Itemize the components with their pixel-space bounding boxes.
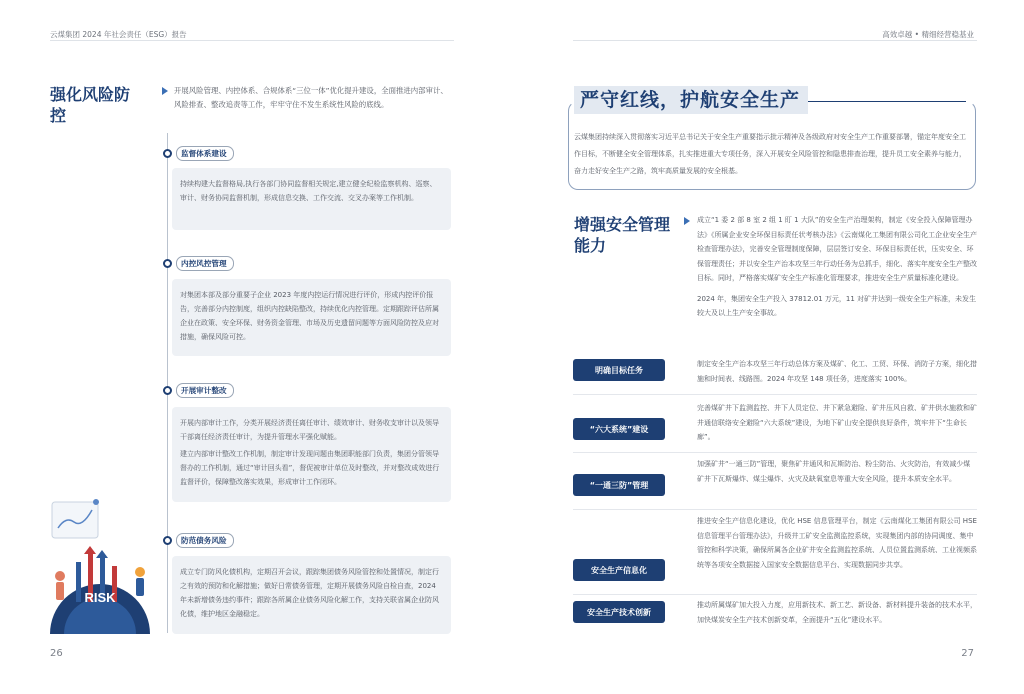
task-text-goal: 制定安全生产治本攻坚三年行动总体方案及煤矿、化工、工贸、环保、消防子方案，细化措施和时间表、线路图。2024 年攻坚 148 项任务，进度落实 100%。 [697, 360, 977, 383]
task-text-innovation: 推动所属煤矿加大投入力度，应用新技术、新工艺、新设备、新材料提升装备的技术水平，加快煤炭安全生产技术创新变革，全面提升“五化”建设水平。 [697, 601, 977, 624]
timeline-dot-icon [163, 259, 172, 268]
task-divider [573, 394, 977, 395]
intro-paragraph: 成立“1 委 2 部 8 室 2 组 1 盯 1 大队”的安全生产治理架构，制定《安全投入保障管理办法》《所属企业安全环保目标责任状考核办法》《云南煤化工集团有限公司化工企业安全生产检查管理办法》，完善安全管理制度保障，层层签订安全、环保目标责任状，压实安全、环保管理责任；并以安全生产治本攻坚三年行动任务为总抓手，细化、落实年度安全生产整改目标。同时，严格落实煤矿安全生产标准化管理要求，推进安全生产质量标准化建设。 [697, 216, 977, 282]
task-text-six-systems: 完善煤矿井下监测监控、井下人员定位、井下紧急避险、矿井压风自救、矿井供水施救和矿井通信联络安全避险“六大系统”建设，为地下矿山安全提供良好条件，筑牢井下“生命长廊”。 [697, 404, 977, 441]
header-divider-left [50, 40, 454, 41]
section-box-audit [172, 407, 451, 502]
section-label-text: 开展审计整改 [176, 383, 234, 398]
section-label-text: 防范债务风险 [176, 533, 234, 548]
page-number-right: 27 [961, 648, 974, 659]
task-divider [573, 594, 977, 595]
timeline-dot-icon [163, 149, 172, 158]
task-label-innovation: 安全生产技术创新 [573, 601, 665, 623]
section-paragraph: 对集团本部及部分重要子企业 2023 年度内控运行情况进行评价，形成内控评价报告，完善部分内控制度，组织内控缺陷整改，持续优化内控管理。定期跟踪评估所属企业在政策、安全环保、财务资金管理、市场及历史遗留问题等方面风险防控及应对措施，确保风险可控。 [180, 291, 439, 341]
task-label-six-systems: “六大系统”建设 [573, 418, 665, 440]
arrow-bullet-icon [684, 217, 690, 225]
task-divider [573, 509, 977, 510]
timeline-dot-icon [163, 536, 172, 545]
task-divider [573, 452, 977, 453]
task-text-ventilation: 加强矿井“一通三防”管理，聚焦矿井通风和瓦斯防治、粉尘防治、火灾防治，有效减少煤矿井下瓦斯爆炸、煤尘爆炸、火灾及缺氧窒息等重大安全风险，提升本质安全水平。 [697, 460, 971, 483]
section-box-debt-risk [172, 556, 451, 634]
section-box-internal-control [172, 279, 451, 356]
task-label-goal: 明确目标任务 [573, 359, 665, 381]
banner-topline [808, 101, 966, 102]
report-header-left: 云煤集团 2024 年社会责任（ESG）报告 [50, 30, 187, 39]
left-page-intro: 开展风险管理、内控体系、合规体系“三位一体”优化提升建设，全面推进内部审计、风险排查、整改追责等工作，牢牢守住不发生系统性风险的底线。 [174, 86, 448, 109]
task-text-informatization: 推进安全生产信息化建设，优化 HSE 信息管理平台，制定《云南煤化工集团有限公司 HSE 信息管理平台管理办法》，升级井工矿安全监测监控系统，实现集团内部的协同调度、集中管控和科学决策，确保所属各企业矿井安全监测监控系统、人员位置监测系统、工业视频系统等各项安全数据接入国家安全数据信息平台、实现数据同步共享。 [697, 517, 977, 569]
timeline-dot-icon [163, 386, 172, 395]
banner-title: 严守红线，护航安全生产 [574, 86, 808, 114]
task-label-informatization: 安全生产信息化 [573, 559, 665, 581]
section-box-supervision [172, 168, 451, 230]
right-section-intro [697, 213, 977, 321]
section-paragraph: 开展内部审计工作，分类开展经济责任离任审计、绩效审计、财务收支审计以及领导干部离任经济责任审计，为提升管理水平强化赋能。 [180, 419, 439, 441]
section-label-internal-control [167, 256, 234, 270]
page-number-left: 26 [50, 648, 63, 659]
section-label-supervision [167, 146, 234, 160]
section-label-debt-risk [167, 533, 234, 547]
section-label-text: 内控风控管理 [176, 256, 234, 271]
section-label-text: 监督体系建设 [176, 146, 234, 161]
chart-card-icon [52, 502, 98, 538]
section-paragraph: 成立专门防风化债机构，定期召开会议，跟踪集团债务风险管控和处置情况，制定行之有效的预防和化解措施；做好日常债务管理，定期开展债务风险自检自查，2024 年未新增债务违约事件；跟踪各所属企业债务风险化解工作，支持关联省属企业防风化债，维护地区金融稳定。 [180, 568, 439, 618]
report-header-right: 高效卓越 • 精细经营稳基业 [882, 30, 974, 39]
intro-paragraph: 2024 年，集团安全生产投入 37812.01 万元，11 对矿井达到一级安全生产标准，未发生较大及以上生产安全事故。 [697, 294, 977, 317]
right-section-title: 增强安全管理能力 [574, 215, 671, 255]
risk-label: RISK [84, 590, 116, 605]
risk-illustration [44, 496, 156, 636]
task-label-ventilation: “一通三防”管理 [573, 474, 665, 496]
section-paragraph: 持续构建大监督格局,执行各部门协同监督相关规定,建立健全纪检监察机构、巡察、审计、财务协同监督机制，形成信息交换、工作交流、交叉办案等工作机制。 [180, 180, 437, 202]
banner-text: 云煤集团持续深入贯彻落实习近平总书记关于安全生产重要指示批示精神及各级政府对安全生产工作重要部署，锚定年度安全工作目标，不断健全安全管理体系，扎实推进重大专项任务，深入开展安全风险管控和隐患排查治理，提升员工安全素养与能力，奋力走好安全生产之路，筑牢高质量发展的安全根基。 [574, 133, 966, 175]
section-label-audit [167, 383, 234, 397]
left-page-title: 强化风险防控 [50, 85, 131, 125]
header-divider-right [573, 40, 977, 41]
section-paragraph: 建立内部审计整改工作机制，制定审计发现问题由集团职能部门负责，集团分管领导督办的工作机制，通过“审计回头看”，督促被审计单位及时整改，并对整改成效进行监督评价，保障整改落实效果，形成审计工作闭环。 [180, 450, 440, 486]
